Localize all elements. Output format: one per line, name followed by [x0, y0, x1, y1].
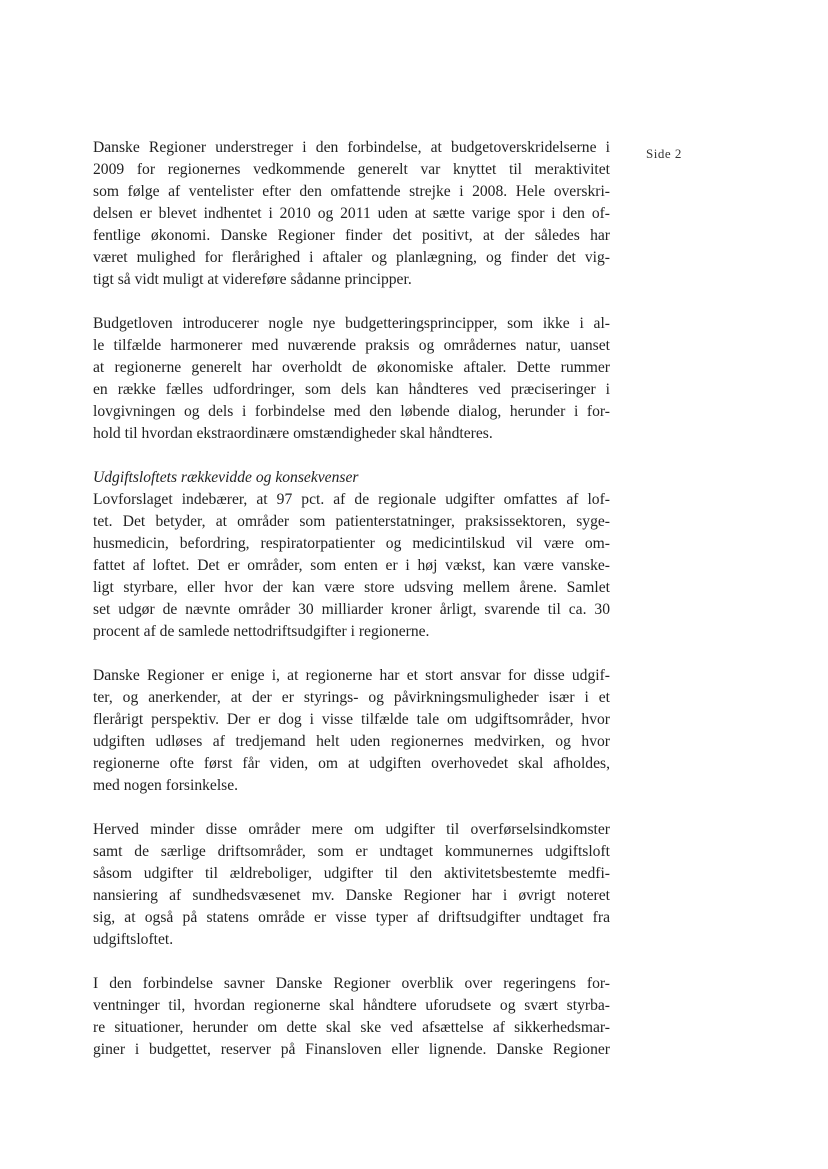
text-line: fattet af loftet. Det er områder, som enten er i høj vækst, kan være vanske-	[93, 557, 610, 574]
text-line: tigt så vidt muligt at videreføre sådanne principper.	[93, 271, 412, 288]
text-line: 2009 for regionernes vedkommende generelt var knyttet til meraktivitet	[93, 161, 610, 178]
text-line: sig, at også på statens område er visse typer af driftsudgifter undtaget fra	[93, 909, 610, 926]
text-line: Budgetloven introducerer nogle nye budgetteringsprincipper, som ikke i al-	[93, 315, 610, 332]
text-line: med nogen forsinkelse.	[93, 777, 239, 794]
text-line: samt de særlige driftsområder, som er undtaget kommunernes udgiftsloft	[93, 843, 610, 860]
text-line: procent af de samlede nettodriftsudgifter i regionerne.	[93, 623, 430, 640]
text-line: Danske Regioner understreger i den forbindelse, at budgetoverskridelserne i	[93, 139, 610, 156]
text-line: delsen er blevet indhentet i 2010 og 2011 uden at sætte varige spor i den of-	[93, 205, 610, 222]
text-line: udgiften udløses af tredjemand helt uden regionernes medvirken, og hvor	[93, 733, 610, 750]
text-line: I den forbindelse savner Danske Regioner overblik over regeringens for-	[93, 975, 610, 992]
text-line: været mulighed for flerårighed i aftaler og planlægning, og finder det vig-	[93, 249, 610, 266]
text-line: giner i budgettet, reserver på Finansloven eller lignende. Danske Regioner	[93, 1041, 610, 1058]
paragraph-3	[93, 467, 610, 643]
text-line: Lovforslaget indebærer, at 97 pct. af de regionale udgifter omfattes af lof-	[93, 491, 610, 508]
text-line: le tilfælde harmonerer med nuværende praksis og områdernes natur, uanset	[93, 337, 610, 354]
text-line: udgiftsloftet.	[93, 931, 174, 948]
text-line: hold til hvordan ekstraordinære omstændigheder skal håndteres.	[93, 425, 493, 442]
text-line: en række fælles udfordringer, som dels kan håndteres ved præciseringer i	[93, 381, 610, 398]
text-line: husmedicin, befordring, respiratorpatienter og medicintilskud vil være om-	[93, 535, 610, 552]
paragraph-4	[93, 665, 610, 797]
section-heading: Udgiftsloftets rækkevidde og konsekvenser	[93, 469, 359, 486]
text-line: ventninger til, hvordan regionerne skal håndtere uforudsete og svært styrba-	[93, 997, 610, 1014]
text-line: såsom udgifter til ældreboliger, udgifter til den aktivitetsbestemte medfi-	[93, 865, 610, 882]
text-line: re situationer, herunder om dette skal ske ved afsættelse af sikkerhedsmar-	[93, 1019, 610, 1036]
text-line: ligt styrbare, eller hvor der kan være store udsving mellem årene. Samlet	[93, 579, 610, 596]
text-line: ter, og anerkender, at der er styrings- og påvirkningsmuligheder især i et	[93, 689, 610, 706]
text-line: at regionerne generelt har overholdt de økonomiske aftaler. Dette rummer	[93, 359, 610, 376]
text-line: flerårigt perspektiv. Der er dog i visse tilfælde tale om udgiftsområder, hvor	[93, 711, 610, 728]
text-line: lovgivningen og dels i forbindelse med den løbende dialog, herunder i for-	[93, 403, 610, 420]
text-line: tet. Det betyder, at områder som patienterstatninger, praksissektoren, syge-	[93, 513, 610, 530]
text-line: nansiering af sundhedsvæsenet mv. Danske Regioner har i øvrigt noteret	[93, 887, 610, 904]
text-line: set udgør de nævnte områder 30 milliarder kroner årligt, svarende til ca. 30	[93, 601, 610, 618]
paragraph-5	[93, 819, 610, 951]
document-body	[93, 137, 610, 1083]
text-line: Danske Regioner er enige i, at regionerne har et stort ansvar for disse udgif-	[93, 667, 610, 684]
paragraph-1	[93, 137, 610, 291]
text-line: som følge af ventelister efter den omfattende strejke i 2008. Hele overskri-	[93, 183, 610, 200]
paragraph-6	[93, 973, 610, 1061]
text-line: fentlige økonomi. Danske Regioner finder det positivt, at der således har	[93, 227, 610, 244]
text-line: regionerne ofte først får viden, om at udgiften overhovedet skal afholdes,	[93, 755, 610, 772]
page-number: Side 2	[646, 146, 682, 161]
text-line: Herved minder disse områder mere om udgifter til overførselsindkomster	[93, 821, 610, 838]
paragraph-2	[93, 313, 610, 445]
